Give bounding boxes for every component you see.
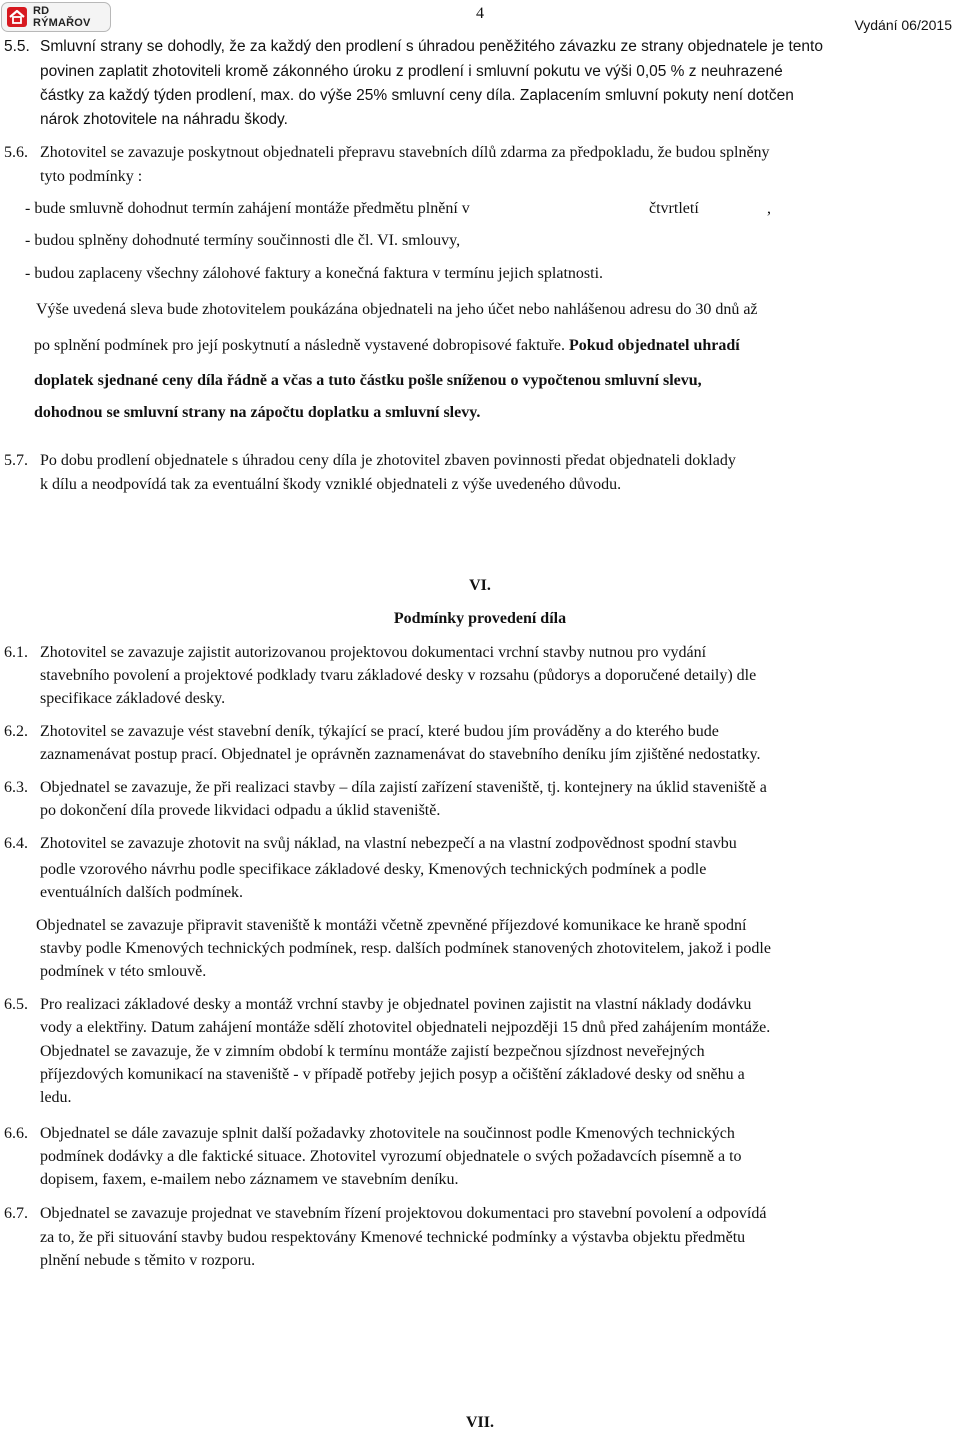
clause-line: ledu. [40,1089,72,1106]
clause-line: dopisem, faxem, e-mailem nebo záznamem ve stavebním deníku. [40,1171,459,1188]
clause-line: stavby podle Kmenových technických podmínek, resp. dalších podmínek stanovených zhotovitelem, jakož i podle [40,940,771,957]
clause-line: Po dobu prodlení objednatele s úhradou ceny díla je zhotovitel zbaven povinnosti předat objednateli doklady [40,452,736,469]
company-logo [1,2,111,32]
clause-line: podmínek dodávky a dle faktické situace. Zhotovitel vyrozumí objednatele o svých požadavcích písemně a to [40,1148,742,1165]
clause-number: 6.2. [4,723,28,740]
clause-number: 6.1. [4,644,28,661]
clause-line: Zhotovitel se zavazuje poskytnout objednateli přepravu stavebních dílů zdarma za předpokladu, že budou splněny [40,144,770,161]
clause-number: 6.6. [4,1125,28,1142]
clause-bold-line: dohodnou se smluvní strany na zápočtu doplatku a smluvní slevy. [34,404,481,421]
condition-item: - bude smluvně dohodnut termín zahájení montáže předmětu plnění v [25,200,470,217]
clause-number: 6.3. [4,779,28,796]
clause-line: Zhotovitel se zavazuje zajistit autorizovanou projektovou dokumentaci vrchní stavby nutnou pro vydání [40,644,707,661]
clause-line: podle vzorového návrhu podle specifikace základové desky, Kmenových technických podmínek a podle [40,861,707,878]
next-section-roman-number: VII. [465,1414,494,1431]
clause-line: specifikace základové desky. [40,690,226,707]
clause-number: 6.4. [4,835,28,852]
clause-line: Objednatel se zavazuje, že při realizaci stavby – díla zajistí zařízení staveniště, tj. kontejnery na úklid staveniště a [40,779,767,796]
clause-line: Pro realizaci základové desky a montáž vrchní stavby je objednatel povinen zajistit na vlastní náklady dodávku [40,996,752,1013]
clause-line: tyto podmínky : [40,168,143,185]
clause-line: Smluvní strany se dohodly, že za každý den prodlení s úhradou peněžitého závazku ze strany objednatele je tento [40,38,823,55]
clause-text: po splnění podmínek pro její poskytnutí a následně vystavené dobropisové faktuře. [34,337,565,354]
clause-line: příjezdových komunikací na staveniště - v případě potřeby jejich posyp a očištění základové desky od sněhu a [40,1066,745,1083]
clause-number: 6.5. [4,996,28,1013]
section-roman-number: VI. [469,577,491,594]
clause-line: podmínek v této smlouvě. [40,963,207,980]
section-title: Podmínky provedení díla [393,610,567,627]
clause-line: Objednatel se zavazuje, že v zimním období k termínu montáže zajistí bezpečnou sjízdnost neveřejných [40,1043,705,1060]
clause-line: Objednatel se zavazuje projednat ve stavebním řízení projektovou dokumentaci pro stavební povolení a odpovídá [40,1205,767,1222]
clause-line [34,334,740,357]
clause-bold-line: doplatek sjednané ceny díla řádně a včas a tuto částku pošle sníženou o vypočtenou smluvní slevu, [34,372,702,389]
clause-line: zaznamenávat postup prací. Objednatel je oprávněn zaznamenávat do stavebního deníku jím zjištěné nedostatky. [40,746,761,763]
clause-line: Objednatel se dále zavazuje splnit další požadavky zhotovitele na součinnost podle Kmenových technických [40,1125,735,1142]
clause-line: Zhotovitel se zavazuje zhotovit na svůj náklad, na vlastní nebezpečí a na vlastní zodpovědnost spodní stavbu [40,835,737,852]
clause-line: plnění nebude s těmito v rozporu. [40,1252,256,1269]
clause-line: za to, že při situování stavby budou respektovány Kmenové technické podmínky a výstavba objektu předmětu [40,1229,746,1246]
condition-item: - budou splněny dohodnuté termíny součinnosti dle čl. VI. smlouvy, [25,232,461,249]
clause-line: eventuálních dalších podmínek. [40,884,244,901]
clause-number: 5.5. [4,38,30,55]
condition-item: - budou zaplaceny všechny zálohové faktury a konečná faktura v termínu jejich splatnosti. [25,265,604,282]
clause-line: povinen zaplatit zhotoviteli kromě zákonného úroku z prodlení i smluvní pokutu ve výši 0,05 % z neuhrazené [40,63,783,80]
clause-line: po dokončení díla provede likvidaci odpadu a úklid staveniště. [40,802,441,819]
edition-label: Vydání 06/2015 [854,17,952,33]
clause-number: 5.7. [4,452,28,469]
clause-line: Objednatel se zavazuje připravit staveniště k montáži včetně zpevněné příjezdové komunikace ke hraně spodní [36,917,747,934]
clause-line: částky za každý týden prodlení, max. do výše 25% smluvní ceny díla. Zaplacením smluvní pokuty není dotčen [40,87,794,104]
clause-number: 5.6. [4,144,28,161]
house-logo-icon [6,6,28,28]
clause-line: nárok zhotovitele na náhradu škody. [40,111,288,128]
clause-line: vody a elektřiny. Datum zahájení montáže sdělí zhotovitel objednateli nejpozději 15 dnů před zahájením montáže. [40,1019,771,1036]
clause-number: 6.7. [4,1205,28,1222]
clause-line: k dílu a neodpovídá tak za eventuální škody vzniklé objednateli z výše uvedeného důvodu. [40,476,622,493]
page-number: 4 [476,5,484,22]
condition-item-fill: čtvrtletí [649,200,699,217]
condition-item-comma: , [767,200,771,217]
clause-line: stavebního povolení a projektové podklady tvaru základové desky v rozsahu (půdorys a doporučené detaily) dle [40,667,757,684]
clause-bold-text: Pokud objednatel uhradí [569,337,740,354]
logo-text: RD RÝMAŘOV [32,5,91,29]
clause-line: Zhotovitel se zavazuje vést stavební deník, týkající se prací, které budou jím prováděny a do kterého bude [40,723,719,740]
clause-line: Výše uvedená sleva bude zhotovitelem poukázána objednateli na jeho účet nebo nahlášenou adresu do 30 dnů až [36,301,758,318]
